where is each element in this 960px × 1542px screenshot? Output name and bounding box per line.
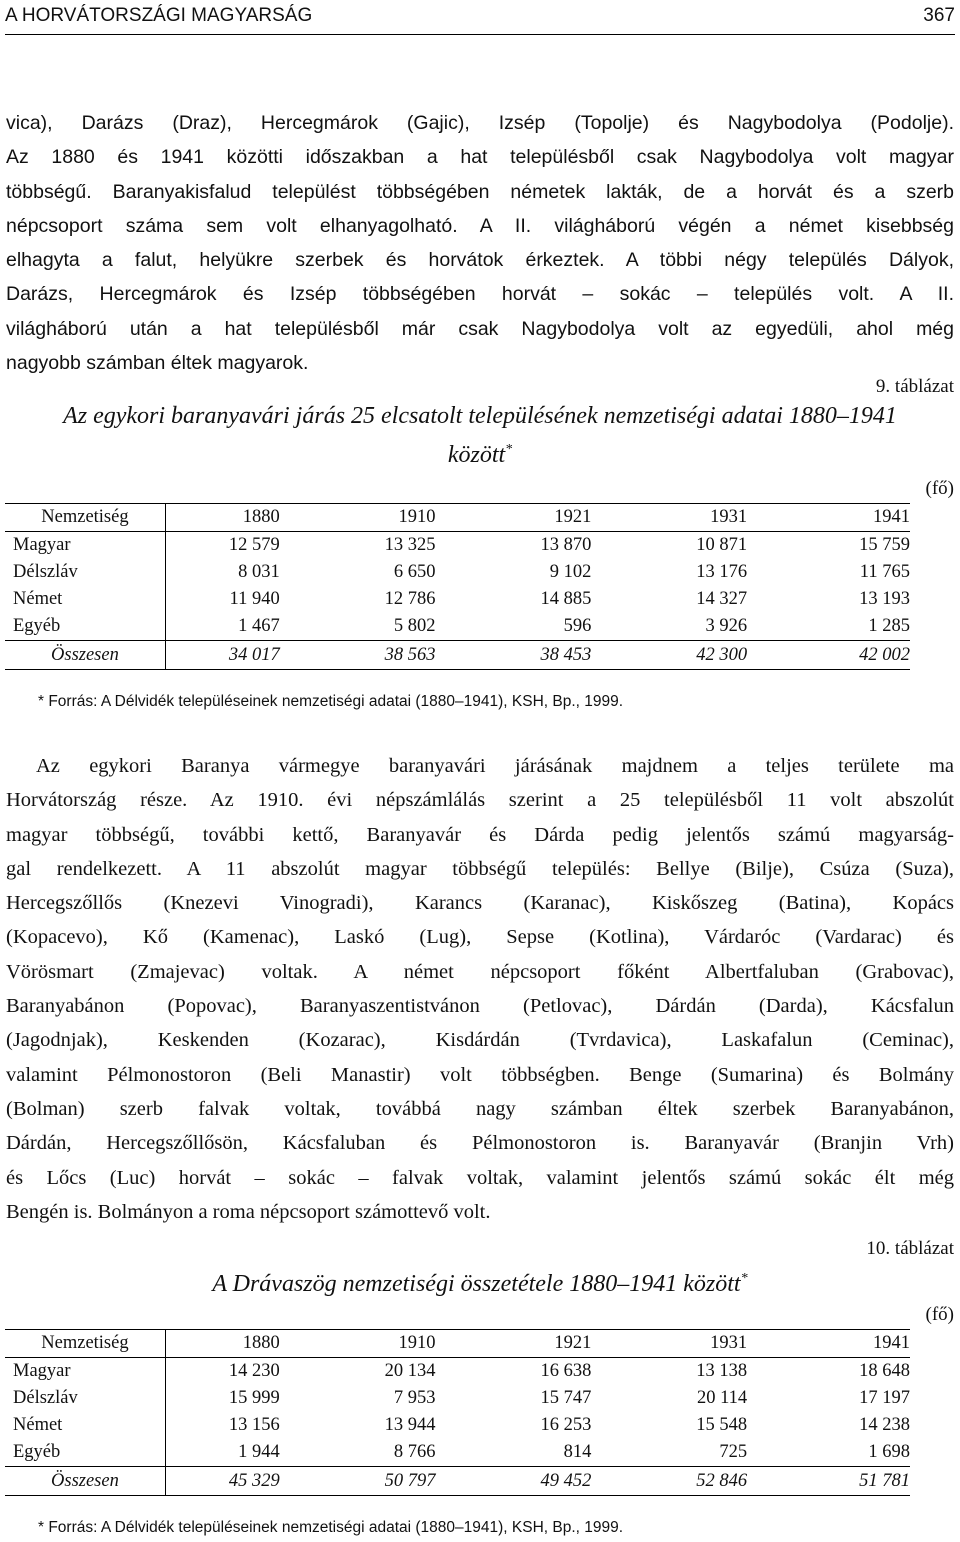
- table-cell: 5 802: [393, 616, 436, 636]
- table-cell: 13 193: [859, 589, 910, 609]
- table-10-unit: (fő): [925, 1304, 954, 1325]
- table-cell: 20 114: [696, 1388, 748, 1408]
- footnote-mark: *: [505, 442, 513, 457]
- table-9-label: 9. táblázat: [875, 376, 954, 397]
- table-9-title: [0, 400, 960, 472]
- text-line: Baranyabánon (Popovac), Baranyaszentistvánon (Petlovac), Dárdán (Darda), Kácsfalun: [6, 995, 954, 1018]
- table-cell: 51 781: [747, 1467, 910, 1496]
- table-cell: 11 940: [165, 586, 279, 613]
- table-cell: 34 017: [165, 641, 279, 670]
- table-cell: Egyéb: [13, 616, 61, 636]
- table-10-title: [0, 1262, 960, 1301]
- text-line: nagyobb számban éltek magyarok.: [6, 352, 309, 375]
- table-9-title-line1: Az egykori baranyavári járás 25 elcsatolt településének nemzetiségi adatai 1880–1941: [63, 403, 897, 429]
- column-header: 1880: [165, 1330, 279, 1358]
- table-cell: 15 747: [540, 1388, 592, 1408]
- table-9-title-line2: között: [447, 442, 506, 468]
- table-cell: 50 797: [280, 1467, 436, 1496]
- column-header: 1910: [280, 1330, 436, 1358]
- table-cell: Német: [13, 1415, 63, 1435]
- table-cell: 16 638: [540, 1361, 592, 1381]
- text-line: elhagyta a falut, helyükre szerbek és horvátok érkeztek. A többi négy település Dályok,: [6, 249, 954, 272]
- text-line: Bengén is. Bolmányon a roma népcsoport számottevő volt.: [6, 1200, 491, 1223]
- table-10-source: * Forrás: A Délvidék településeinek nemzetiségi adatai (1880–1941), KSH, Bp., 1999.: [38, 1519, 624, 1536]
- table-cell: 52 846: [591, 1467, 747, 1496]
- text-line: gal rendelkezett. A 11 abszolút magyar többségű település: Bellye (Bilje), Csúza (Suza),: [6, 857, 954, 880]
- table-cell: 15 759: [859, 535, 910, 555]
- table-9-source: * Forrás: A Délvidék településeinek nemzetiségi adatai (1880–1941), KSH, Bp., 1999.: [38, 693, 624, 710]
- column-header: 1931: [591, 1330, 747, 1358]
- paragraph-1: [6, 106, 954, 380]
- column-header: 1910: [280, 504, 436, 532]
- column-header: 1931: [591, 504, 747, 532]
- table-cell: Magyar: [13, 1361, 71, 1381]
- table-cell: 13 870: [540, 535, 592, 555]
- paragraph-2: [6, 749, 954, 1229]
- running-header: [5, 0, 955, 35]
- text-line: vica), Darázs (Draz), Hercegmárok (Gajic), Izsép (Topolje) és Nagybodolya (Podolje).: [6, 112, 954, 134]
- table-cell: 14 885: [540, 589, 592, 609]
- text-line: (Kopacevo), Kő (Kamenac), Laskó (Lug), Sepse (Kotlina), Várdaróc (Vardarac) és: [6, 926, 954, 949]
- table-cell: 18 648: [859, 1361, 910, 1381]
- table-cell: 16 253: [540, 1415, 592, 1435]
- text-line: (Bolman) szerb falvak voltak, továbbá nagy számban éltek szerbek Baranyabánon,: [6, 1097, 954, 1120]
- table-cell: 1 467: [165, 613, 279, 641]
- text-line: Az 1880 és 1941 közötti időszakban a hat településből csak Nagybodolya volt magyar: [6, 146, 954, 169]
- table-cell: 7 953: [393, 1388, 436, 1408]
- table-cell: 14 230: [165, 1358, 279, 1386]
- table-cell: 14 238: [859, 1415, 910, 1435]
- text-line: valamint Pélmonostoron (Beli Manastir) volt többségben. Benge (Sumarina) és Bolmány: [6, 1063, 954, 1086]
- table-10: [5, 1329, 910, 1496]
- running-title: A HORVÁTORSZÁGI MAGYARSÁG: [5, 5, 313, 26]
- text-line: többségű. Baranyakisfalud települést többségében németek lakták, de a horvát és a szerb: [6, 180, 954, 203]
- text-line: és Lőcs (Luc) horvát – sokác – falvak voltak, valamint jelentős számú sokác élt még: [6, 1166, 954, 1189]
- table-cell: 8 031: [165, 559, 279, 586]
- table-cell: 20 134: [384, 1361, 436, 1381]
- text-line: (Jagodnjak), Keskenden (Kozarac), Kisdárdán (Tvrdavica), Laskafalun (Ceminac),: [6, 1029, 954, 1052]
- column-header: 1921: [436, 504, 592, 532]
- table-cell: 38 563: [280, 641, 436, 670]
- table-cell: 13 325: [384, 535, 436, 555]
- table-row: [5, 1385, 910, 1412]
- table-cell: 13 156: [165, 1412, 279, 1439]
- text-line: Dárdán, Hercegszőllősön, Kácsfaluban és Pélmonostoron is. Baranyavár (Branjin Vrh): [6, 1132, 954, 1155]
- table-cell: 1 698: [868, 1442, 910, 1462]
- column-header: 1941: [747, 1330, 910, 1358]
- table-10-label: 10. táblázat: [866, 1238, 954, 1259]
- table-total-row: [5, 641, 910, 670]
- table-row: [5, 613, 910, 641]
- table-cell: 17 197: [859, 1388, 910, 1408]
- table-cell: 14 327: [696, 589, 748, 609]
- table-cell: Délszláv: [13, 562, 78, 582]
- text-line: Az egykori Baranya vármegye baranyavári járásának majdnem a teljes területe ma: [36, 755, 954, 777]
- text-line: Darázs, Hercegmárok és Izsép többségében horvát – sokác – település volt. A II.: [6, 283, 954, 306]
- text-line: Vörösmart (Zmajevac) voltak. A német népcsoport főként Albertfaluban (Grabovac),: [6, 960, 954, 983]
- table-row: [5, 1358, 910, 1386]
- table-cell: 12 579: [165, 532, 279, 560]
- table-cell: Német: [13, 589, 63, 609]
- table-cell: 13 944: [384, 1415, 436, 1435]
- table-cell: 49 452: [436, 1467, 592, 1496]
- table-cell: 6 650: [393, 562, 436, 582]
- table-cell: 1 944: [165, 1439, 279, 1467]
- table-cell: 1 285: [868, 616, 910, 636]
- table-total-row: [5, 1467, 910, 1496]
- column-header: Nemzetiség: [5, 1330, 165, 1358]
- table-cell: 15 548: [696, 1415, 748, 1435]
- table-10-title-text: A Drávaszög nemzetiségi összetétele 1880–1941 között: [212, 1271, 741, 1297]
- page-number: 367: [923, 5, 955, 26]
- table-cell: Összesen: [5, 1467, 165, 1496]
- table-row: [5, 586, 910, 613]
- table-cell: 814: [563, 1442, 592, 1462]
- table-cell: 38 453: [436, 641, 592, 670]
- table-cell: 13 176: [696, 562, 748, 582]
- table-cell: 3 926: [705, 616, 748, 636]
- table-cell: Magyar: [13, 535, 71, 555]
- table-cell: 42 300: [591, 641, 747, 670]
- table-row: [5, 532, 910, 560]
- column-header: 1921: [436, 1330, 592, 1358]
- table-cell: 45 329: [165, 1467, 279, 1496]
- table-9-title-line2-wrap: [0, 433, 960, 472]
- table-cell: 8 766: [393, 1442, 436, 1462]
- table-cell: 10 871: [696, 535, 748, 555]
- column-header: 1941: [747, 504, 910, 532]
- table-row: [5, 1439, 910, 1467]
- column-header: 1880: [165, 504, 279, 532]
- footnote-mark: *: [740, 1271, 748, 1286]
- table-header-row: [5, 504, 910, 532]
- table-cell: 9 102: [549, 562, 592, 582]
- table-cell: 596: [563, 616, 592, 636]
- table-row: [5, 1412, 910, 1439]
- text-line: világháború után a hat településből már csak Nagybodolya volt az egyedüli, ahol még: [6, 317, 954, 340]
- column-header: Nemzetiség: [5, 504, 165, 532]
- table-header-row: [5, 1330, 910, 1358]
- table-9: [5, 503, 910, 670]
- table-cell: 42 002: [747, 641, 910, 670]
- table-cell: 15 999: [165, 1385, 279, 1412]
- text-line: Horvátország része. Az 1910. évi népszámlálás szerint a 25 településből 11 volt abszolút: [6, 789, 954, 812]
- text-line: Hercegszőllős (Knezevi Vinogradi), Karancs (Karanac), Kiskőszeg (Batina), Kopács: [6, 892, 954, 915]
- table-cell: Egyéb: [13, 1442, 61, 1462]
- table-cell: 11 765: [859, 562, 910, 582]
- text-line: népcsoport száma sem volt elhanyagolható. A II. világháború végén a német kisebbség: [6, 214, 954, 237]
- table-cell: Összesen: [5, 641, 165, 670]
- table-cell: 725: [719, 1442, 748, 1462]
- table-cell: 13 138: [696, 1361, 748, 1381]
- text-line: magyar többségű, további kettő, Baranyavár és Dárda pedig jelentős számú magyarság-: [6, 823, 954, 846]
- table-cell: 12 786: [384, 589, 436, 609]
- table-9-unit: (fő): [925, 478, 954, 499]
- table-row: [5, 559, 910, 586]
- table-cell: Délszláv: [13, 1388, 78, 1408]
